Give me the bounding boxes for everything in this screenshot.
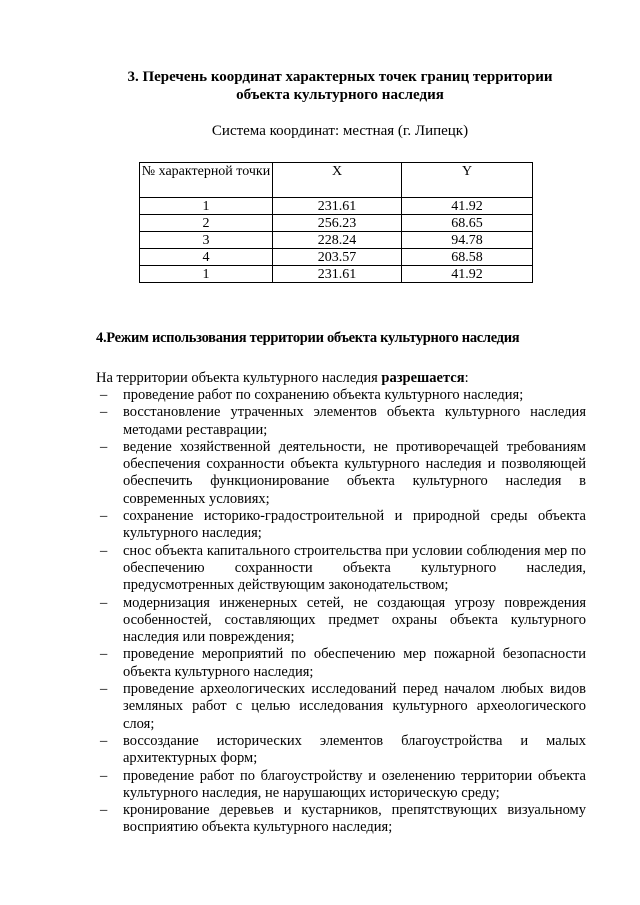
list-item-text: восстановление утраченных элементов объекта культурного наследия методами реставрации; bbox=[123, 404, 586, 438]
cell-point: 4 bbox=[140, 249, 273, 266]
list-item bbox=[96, 768, 586, 803]
list-item bbox=[96, 508, 586, 543]
list-item bbox=[96, 646, 586, 681]
dash-bullet: – bbox=[100, 646, 108, 663]
cell-x: 256.23 bbox=[273, 215, 402, 232]
table-row bbox=[140, 198, 533, 215]
list-item bbox=[96, 404, 586, 439]
dash-bullet: – bbox=[100, 404, 108, 421]
cell-x: 203.57 bbox=[273, 249, 402, 266]
list-item bbox=[96, 802, 586, 837]
cell-point: 3 bbox=[140, 232, 273, 249]
list-item-text: сохранение историко-градостроительной и природной среды объекта культурного наследия; bbox=[123, 508, 586, 542]
section3-title-line2: объекта культурного наследия bbox=[236, 87, 444, 103]
cell-y: 41.92 bbox=[402, 266, 533, 283]
list-item-text: снос объекта капитального строительства при условии соблюдения мер по обеспечению сохранности объекта культурного наследия, предусмотренных действующим законодательством; bbox=[123, 542, 586, 594]
list-item-text: проведение работ по благоустройству и озеленению территории объекта культурного наследия, не нарушающих историческую среду; bbox=[123, 767, 586, 801]
dash-bullet: – bbox=[100, 508, 108, 525]
dash-bullet: – bbox=[100, 438, 108, 455]
list-item-text: кронирование деревьев и кустарников, препятствующих визуальному восприятию объекта культурного наследия; bbox=[123, 802, 586, 836]
cell-y: 68.58 bbox=[402, 249, 533, 266]
cell-x: 228.24 bbox=[273, 232, 402, 249]
table-row bbox=[140, 232, 533, 249]
coordinates-table bbox=[139, 162, 533, 283]
section4-intro bbox=[96, 370, 469, 387]
cell-point: 1 bbox=[140, 198, 273, 215]
section3-title bbox=[80, 68, 600, 104]
table-header-row bbox=[140, 163, 533, 198]
cell-y: 94.78 bbox=[402, 232, 533, 249]
list-item bbox=[96, 439, 586, 508]
dash-bullet: – bbox=[100, 802, 108, 819]
list-item-text: проведение мероприятий по обеспечению мер пожарной безопасности объекта культурного наследия; bbox=[123, 646, 586, 680]
table-row bbox=[140, 266, 533, 283]
list-item-text: модернизация инженерных сетей, не создающая угрозу повреждения особенностей, составляющих предмет охраны объекта культурного наследия или повреждения; bbox=[123, 594, 586, 646]
section4-title: 4.Режим использования территории объекта культурного наследия bbox=[96, 330, 520, 346]
dash-bullet: – bbox=[100, 387, 108, 403]
cell-x: 231.61 bbox=[273, 198, 402, 215]
cell-x: 231.61 bbox=[273, 266, 402, 283]
cell-point: 1 bbox=[140, 266, 273, 283]
list-item-text: проведение археологических исследований перед началом любых видов земляных работ с целью исследования культурного археологического слоя; bbox=[123, 681, 586, 732]
list-item bbox=[96, 595, 586, 647]
list-item bbox=[96, 681, 586, 733]
header-y: Y bbox=[402, 163, 533, 198]
header-point-number: № характерной точки bbox=[140, 163, 273, 198]
table-row bbox=[140, 215, 533, 232]
list-item bbox=[96, 387, 586, 404]
cell-point: 2 bbox=[140, 215, 273, 232]
list-item-text: проведение работ по сохранению объекта культурного наследия; bbox=[123, 387, 524, 403]
intro-bold-text: разрешается bbox=[381, 370, 465, 386]
allowed-activities-list bbox=[96, 387, 586, 837]
dash-bullet: – bbox=[100, 594, 108, 611]
list-item bbox=[96, 543, 586, 595]
cell-y: 68.65 bbox=[402, 215, 533, 232]
section3-title-line1: 3. Перечень координат характерных точек границ территории bbox=[127, 69, 553, 85]
dash-bullet: – bbox=[100, 681, 108, 698]
header-x: X bbox=[273, 163, 402, 198]
dash-bullet: – bbox=[100, 542, 108, 559]
dash-bullet: – bbox=[100, 767, 108, 784]
list-item-text: ведение хозяйственной деятельности, не противоречащей требованиям обеспечения сохранности объекта культурного наследия и позволяющей обеспечить функционирование объекта культурного наследия в современных условиях; bbox=[123, 438, 586, 507]
list-item bbox=[96, 733, 586, 768]
intro-colon: : bbox=[464, 370, 469, 386]
dash-bullet: – bbox=[100, 732, 108, 749]
intro-text: На территории объекта культурного наследия bbox=[96, 370, 382, 386]
list-item-text: воссоздание исторических элементов благоустройства и малых архитектурных форм; bbox=[123, 732, 586, 767]
table-row bbox=[140, 249, 533, 266]
cell-y: 41.92 bbox=[402, 198, 533, 215]
coordinate-system-label: Система координат: местная (г. Липецк) bbox=[211, 123, 469, 139]
